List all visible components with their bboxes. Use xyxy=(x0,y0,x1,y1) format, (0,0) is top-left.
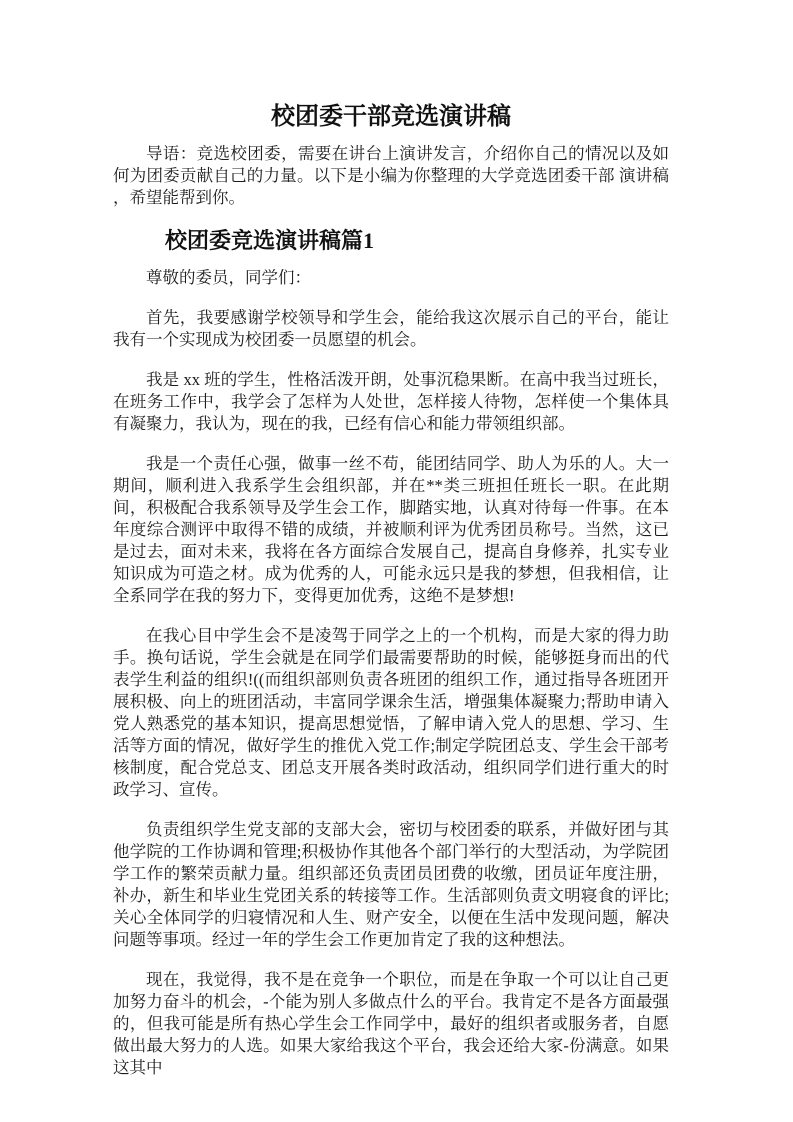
document-title: 校团委干部竞选演讲稿 xyxy=(271,104,511,130)
paragraph-self-introduction: 我是 xx 班的学生，性格活泼开朗，处事沉稳果断。在高中我当过班长，在班务工作中，我学会了怎样为人处世，怎样接人待物，怎样使一个集体具有凝聚力，我认为，现在的我，已经有信心和能力带领组织部。 xyxy=(113,370,669,433)
paragraph-responsibility: 我是一个责任心强，做事一丝不苟，能团结同学、助人为乐的人。大一期间，顺利进入我系学生会组织部，并在**类三班担任班长一职。在此期间，积极配合我系领导及学生会工作，脚踏实地，认真对待每一件事。在本年度综合测评中取得不错的成绩，并被顺利评为优秀团员称号。当然，这已是过去，面对未来，我将在各方面综合发展自己，提高自身修养，扎实专业知识成为可造之材。成为优秀的人，可能永远只是我的梦想，但我相信，让全系同学在我的努力下，变得更加优秀，这绝不是梦想! xyxy=(113,454,669,605)
paragraph-thanks: 首先，我要感谢学校领导和学生会，能给我这次展示自己的平台，能让我有一个实现成为校团委一员愿望的机会。 xyxy=(113,308,669,349)
paragraph-duties: 负责组织学生党支部的支部大会，密切与校团委的联系，并做好团与其他学院的工作协调和管理;积极协作其他各个部门举行的大型活动，为学院团学工作的繁荣贡献力量。组织部还负责团员团费的收缴，团员证年度注册，补办，新生和毕业生党团关系的转接等工作。生活部则负责文明寝食的评比;关心全体同学的归寝情况和人生、财产安全，以便在生活中发现问题，解决问题等事项。经过一年的学生会工作更加肯定了我的这种想法。 xyxy=(113,820,669,949)
section-heading: 校团委竞选演讲稿篇1 xyxy=(165,228,375,253)
intro-paragraph: 导语：竞选校团委，需要在讲台上演讲发言，介绍你自己的情况以及如何为团委贡献自己的力量。以下是小编为你整理的大学竞选团委干部 演讲稿 ，希望能帮到你。 xyxy=(113,144,669,207)
salutation-paragraph: 尊敬的委员，同学们： xyxy=(146,268,311,287)
paragraph-closing: 现在，我觉得，我不是在竞争一个职位，而是在争取一个可以让自己更加努力奋斗的机会，-个能为别人多做点什么的平台。我肯定不是各方面最强的，但我可能是所有热心学生会工作同学中，最好的组织者或服务者，自愿做出最大努力的人选。如果大家给我这个平台，我会还给大家-份满意。如果这其中 xyxy=(113,970,669,1077)
paragraph-student-union-view: 在我心目中学生会不是凌驾于同学之上的一个机构，而是大家的得力助手。换句话说，学生会就是在同学们最需要帮助的时候，能够挺身而出的代表学生利益的组织!((而组织部则负责各班团的组织工作，通过指导各班团开展积极、向上的班团活动，丰富同学课余生活，增强集体凝聚力;帮助申请入党人熟悉党的基本知识，提高思想觉悟，了解申请入党人的思想、学习、生活等方面的情况，做好学生的推优入党工作;制定学院团总支、学生会干部考核制度，配合党总支、团总支开展各类时政活动，组织同学们进行重大的时政学习、宣传。 xyxy=(113,626,669,799)
